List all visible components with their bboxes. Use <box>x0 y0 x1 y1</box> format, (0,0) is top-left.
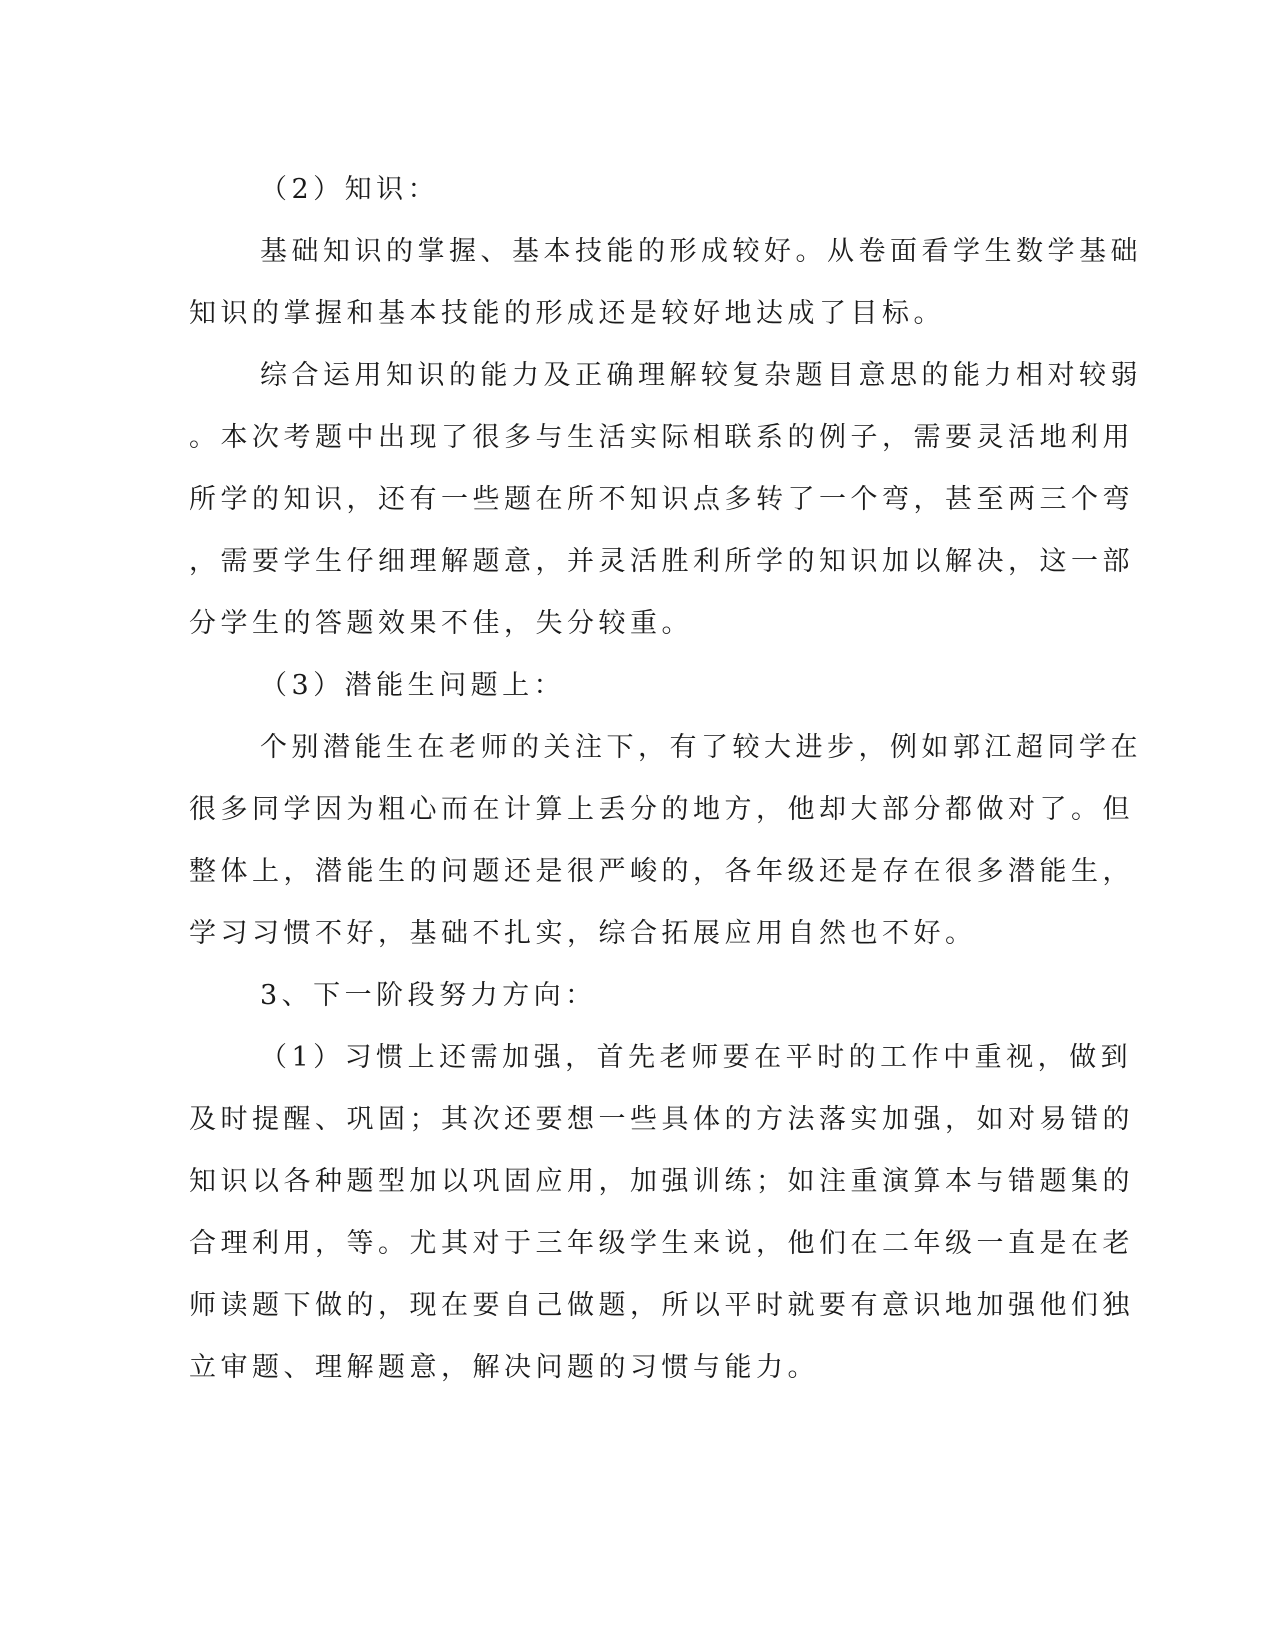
paragraph-habits-line-6: 立审题、理解题意，解决问题的习惯与能力。 <box>189 1352 819 1383</box>
paragraph-potential-line-4: 学习习惯不好，基础不扎实，综合拓展应用自然也不好。 <box>189 918 977 949</box>
paragraph-habits-line-4: 合理利用，等。尤其对于三年级学生来说，他们在二年级一直是在老 <box>189 1228 1134 1259</box>
paragraph-habits-line-2: 及时提醒、巩固；其次还要想一些具体的方法落实加强，如对易错的 <box>189 1104 1134 1135</box>
heading-next-steps: 3、下一阶段努力方向： <box>260 980 597 1011</box>
paragraph-application-line-2: 。本次考题中出现了很多与生活实际相联系的例子，需要灵活地利用 <box>189 422 1134 453</box>
paragraph-application-line-5: 分学生的答题效果不佳，失分较重。 <box>189 608 693 639</box>
paragraph-application-line-3: 所学的知识，还有一些题在所不知识点多转了一个弯，甚至两三个弯 <box>189 484 1134 515</box>
paragraph-habits-line-1: （1）习惯上还需加强，首先老师要在平时的工作中重视，做到 <box>260 1042 1133 1073</box>
heading-potential-students: （3）潜能生问题上： <box>260 670 566 701</box>
paragraph-habits-line-3: 知识以各种题型加以巩固应用，加强训练；如注重演算本与错题集的 <box>189 1166 1134 1197</box>
heading-knowledge: （2）知识： <box>260 174 440 205</box>
paragraph-potential-line-1: 个别潜能生在老师的关注下，有了较大进步，例如郭江超同学在 <box>260 732 1142 763</box>
paragraph-potential-line-3: 整体上，潜能生的问题还是很严峻的，各年级还是存在很多潜能生， <box>189 856 1134 887</box>
paragraph-basics-line-1: 基础知识的掌握、基本技能的形成较好。从卷面看学生数学基础 <box>260 236 1142 267</box>
paragraph-habits-line-5: 师读题下做的，现在要自己做题，所以平时就要有意识地加强他们独 <box>189 1290 1134 1321</box>
paragraph-potential-line-2: 很多同学因为粗心而在计算上丢分的地方，他却大部分都做对了。但 <box>189 794 1134 825</box>
paragraph-basics-line-2: 知识的掌握和基本技能的形成还是较好地达成了目标。 <box>189 298 945 329</box>
paragraph-application-line-4: ，需要学生仔细理解题意，并灵活胜利所学的知识加以解决，这一部 <box>189 546 1134 577</box>
paragraph-application-line-1: 综合运用知识的能力及正确理解较复杂题目意思的能力相对较弱 <box>260 360 1142 391</box>
